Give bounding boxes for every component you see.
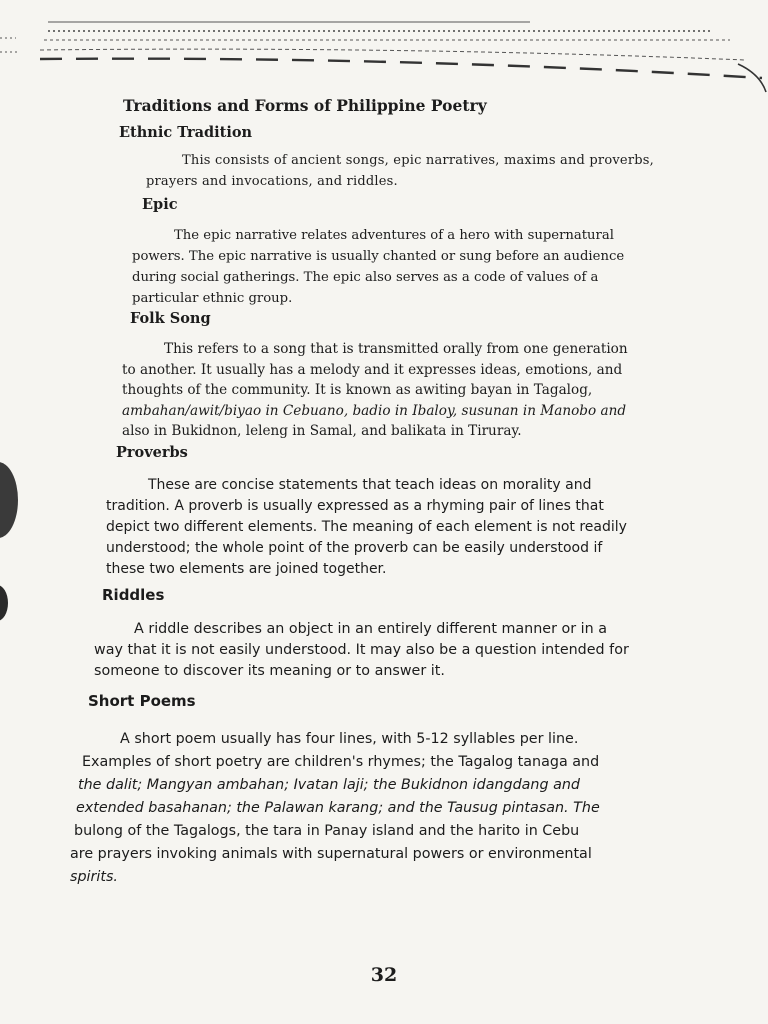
paragraph-line: understood; the whole point of the proverb can be easily understood if — [106, 540, 603, 556]
section-heading: Ethnic Tradition — [119, 124, 253, 141]
section-paragraph — [94, 619, 724, 682]
paragraph-line: also in Bukidnon, leleng in Samal, and balikata in Tiruray. — [122, 423, 522, 440]
paragraph-line: bulong of the Tagalogs, the tara in Panay island and the harito in Cebu — [74, 823, 580, 839]
paragraph-line: A short poem usually has four lines, with 5-12 syllables per line. — [120, 731, 579, 747]
section-paragraph — [106, 475, 724, 580]
page-title: Traditions and Forms of Philippine Poetry — [123, 96, 487, 115]
section-heading: Proverbs — [116, 444, 188, 461]
paragraph-line: particular ethnic group. — [132, 291, 293, 306]
header-decorative-rules — [0, 0, 768, 95]
paragraph-line: to another. It usually has a melody and it expresses ideas, emotions, and — [122, 361, 623, 378]
paragraph-line: someone to discover its meaning or to answer it. — [94, 663, 445, 679]
section-paragraph — [122, 339, 728, 442]
paragraph-line: extended basahanan; the Palawan karang; and the Tausug pintasan. The — [76, 800, 600, 816]
section-heading: Folk Song — [130, 310, 211, 327]
paragraph-line: prayers and invocations, and riddles. — [146, 174, 398, 189]
paragraph-line: This refers to a song that is transmitted orally from one generation — [164, 341, 628, 357]
paragraph-line: ambahan/awit/biyao in Cebuano, badio in Ibaloy, susunan in Manobo and — [122, 402, 627, 419]
section-paragraph — [146, 150, 728, 192]
paragraph-line: A riddle describes an object in an entirely different manner or in a — [134, 621, 608, 637]
paragraph-line: during social gatherings. The epic also serves as a code of values of a — [132, 270, 599, 285]
section-heading: Riddles — [102, 586, 165, 604]
scan-shadow-blot — [0, 585, 8, 621]
paragraph-line: are prayers invoking animals with supernatural powers or environmental — [70, 846, 592, 862]
paragraph-line: tradition. A proverb is usually expressed as a rhyming pair of lines that — [106, 498, 604, 514]
paragraph-line: This consists of ancient songs, epic narratives, maxims and proverbs, — [182, 153, 654, 168]
scan-shadow-blot — [0, 462, 18, 538]
paragraph-line: way that it is not easily understood. It may also be a question intended for — [94, 642, 629, 658]
paragraph-line: the dalit; Mangyan ambahan; Ivatan laji; the Bukidnon idangdang and — [78, 777, 581, 793]
section-paragraph — [70, 728, 722, 889]
paragraph-line: These are concise statements that teach ideas on morality and — [148, 477, 592, 493]
section-heading: Short Poems — [88, 692, 196, 710]
section-ethnic-tradition — [119, 124, 252, 141]
section-paragraph — [132, 225, 728, 309]
paragraph-line: these two elements are joined together. — [106, 561, 387, 577]
paragraph-line: depict two different elements. The meaning of each element is not readily — [106, 519, 627, 535]
paragraph-line: The epic narrative relates adventures of a hero with supernatural — [174, 228, 614, 243]
paragraph-line: Examples of short poetry are children's rhymes; the Tagalog tanaga and — [82, 754, 600, 770]
paragraph-line: spirits. — [70, 869, 118, 885]
paragraph-line: powers. The epic narrative is usually chanted or sung before an audience — [132, 249, 625, 264]
paragraph-line: thoughts of the community. It is known as awiting bayan in Tagalog, — [122, 382, 593, 399]
page-number: 32 — [370, 964, 398, 986]
section-heading: Epic — [142, 196, 178, 213]
